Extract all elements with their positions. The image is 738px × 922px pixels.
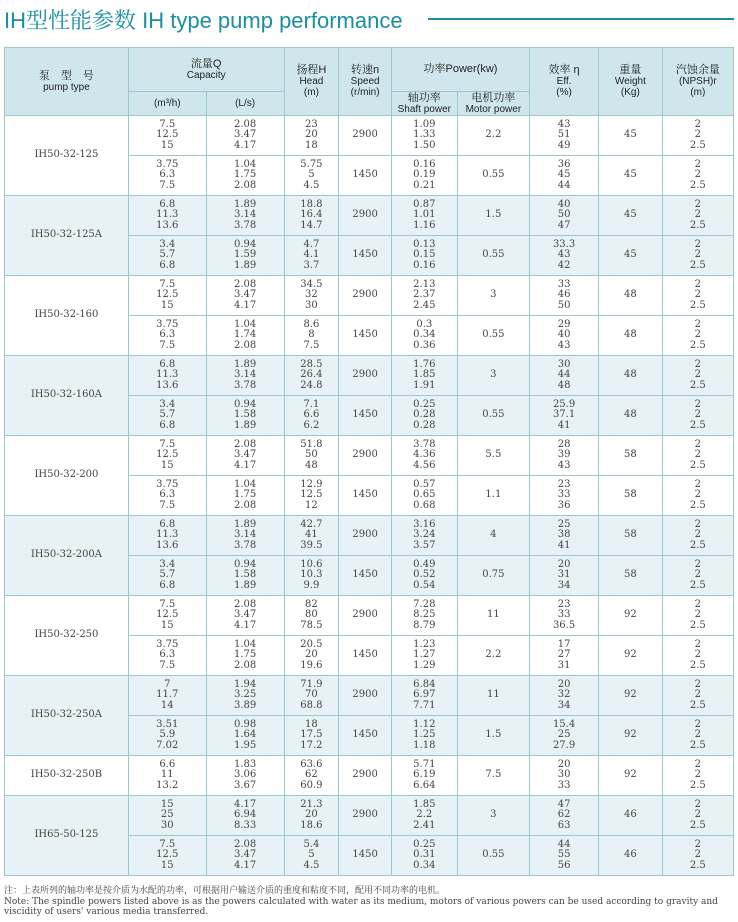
cell-head: 82 80 78.5 xyxy=(284,596,339,636)
weight-header: 重量 Weight (Kg) xyxy=(599,48,663,116)
performance-table xyxy=(4,47,734,876)
cell-q-m3h: 7.5 12.5 15 xyxy=(128,116,206,156)
cell-eff: 33.3 43 42 xyxy=(530,236,599,276)
table-row xyxy=(5,756,734,796)
cell-weight: 92 xyxy=(599,596,663,636)
cell-motor: 1.1 xyxy=(457,476,529,516)
cell-q-ls: 1.04 1.75 2.08 xyxy=(206,476,284,516)
cell-q-m3h: 3.75 6.3 7.5 xyxy=(128,636,206,676)
cell-q-m3h: 7.5 12.5 15 xyxy=(128,836,206,876)
cell-q-m3h: 6.8 11.3 13.6 xyxy=(128,356,206,396)
cell-speed: 1450 xyxy=(339,636,392,676)
cell-head: 12.9 12.5 12 xyxy=(284,476,339,516)
shaft-power-header: 轴功率 Shaft power xyxy=(391,92,457,116)
head-header: 扬程H Head (m) xyxy=(284,48,339,116)
table-row xyxy=(5,676,734,716)
cell-speed: 1450 xyxy=(339,236,392,276)
cell-shaft: 3.78 4.36 4.56 xyxy=(391,436,457,476)
performance-table-body xyxy=(5,116,734,876)
cell-q-ls: 0.94 1.59 1.89 xyxy=(206,236,284,276)
cell-motor: 3 xyxy=(457,276,529,316)
cell-shaft: 5.71 6.19 6.64 xyxy=(391,756,457,796)
page-title: IH型性能参数 IH type pump performance xyxy=(4,8,403,33)
cell-npsh: 2 2 2.5 xyxy=(662,476,733,516)
cell-weight: 58 xyxy=(599,516,663,556)
cell-weight: 45 xyxy=(599,196,663,236)
cell-head: 21.3 20 18.6 xyxy=(284,796,339,836)
cell-q-ls: 2.08 3.47 4.17 xyxy=(206,276,284,316)
cell-weight: 46 xyxy=(599,796,663,836)
cell-npsh: 2 2 2.5 xyxy=(662,196,733,236)
table-row xyxy=(5,116,734,156)
cell-weight: 48 xyxy=(599,316,663,356)
footnote-en: Note: The spindle powers listed above is as the powers calculated with water as its medium, motors of various powers can be used according to gravity and viscidity of users' various media transferred. xyxy=(4,896,718,917)
cell-speed: 1450 xyxy=(339,476,392,516)
cell-q-ls: 2.08 3.47 4.17 xyxy=(206,436,284,476)
cell-q-m3h: 3.75 6.3 7.5 xyxy=(128,476,206,516)
cell-q-ls: 1.89 3.14 3.78 xyxy=(206,516,284,556)
cell-speed: 1450 xyxy=(339,556,392,596)
cell-eff: 15.4 25 27.9 xyxy=(530,716,599,756)
cell-weight: 58 xyxy=(599,476,663,516)
cell-q-m3h: 15 25 30 xyxy=(128,796,206,836)
cell-npsh: 2 2 2.5 xyxy=(662,756,733,796)
cell-weight: 48 xyxy=(599,396,663,436)
footnote-cn: 注：上表所列的轴功率是按介质为水配的功率，可根据用户输送介质的重度和粘度不同，配用不同功率的电机。 xyxy=(4,886,446,896)
model-name: IH50-32-250A xyxy=(5,676,129,756)
cell-q-m3h: 3.4 5.7 6.8 xyxy=(128,396,206,436)
cell-speed: 2900 xyxy=(339,676,392,716)
cell-weight: 58 xyxy=(599,556,663,596)
cell-eff: 36 45 44 xyxy=(530,156,599,196)
cell-motor: 1.5 xyxy=(457,716,529,756)
cell-npsh: 2 2 2.5 xyxy=(662,676,733,716)
cell-q-ls: 2.08 3.47 4.17 xyxy=(206,116,284,156)
cell-q-ls: 2.08 3.47 4.17 xyxy=(206,836,284,876)
cell-npsh: 2 2 2.5 xyxy=(662,836,733,876)
cell-npsh: 2 2 2.5 xyxy=(662,116,733,156)
cell-shaft: 0.49 0.52 0.54 xyxy=(391,556,457,596)
cell-q-m3h: 7.5 12.5 15 xyxy=(128,276,206,316)
cell-motor: 4 xyxy=(457,516,529,556)
cell-head: 23 20 18 xyxy=(284,116,339,156)
cell-q-ls: 1.83 3.06 3.67 xyxy=(206,756,284,796)
cell-eff: 23 33 36 xyxy=(530,476,599,516)
cell-npsh: 2 2 2.5 xyxy=(662,556,733,596)
capacity-unit-ls: (L/s) xyxy=(206,92,284,116)
cell-q-ls: 1.94 3.25 3.89 xyxy=(206,676,284,716)
table-row xyxy=(5,276,734,316)
capacity-header: 流量Q Capacity xyxy=(128,48,284,92)
cell-eff: 29 40 43 xyxy=(530,316,599,356)
model-name: IH50-32-250 xyxy=(5,596,129,676)
cell-shaft: 0.57 0.65 0.68 xyxy=(391,476,457,516)
model-name: IH50-32-160 xyxy=(5,276,129,356)
cell-q-m3h: 7 11.7 14 xyxy=(128,676,206,716)
cell-q-ls: 0.94 1.58 1.89 xyxy=(206,396,284,436)
cell-head: 18.8 16.4 14.7 xyxy=(284,196,339,236)
cell-shaft: 7.28 8.25 8.79 xyxy=(391,596,457,636)
cell-motor: 11 xyxy=(457,596,529,636)
cell-head: 28.5 26.4 24.8 xyxy=(284,356,339,396)
cell-weight: 45 xyxy=(599,116,663,156)
cell-shaft: 2.13 2.37 2.45 xyxy=(391,276,457,316)
cell-head: 10.6 10.3 9.9 xyxy=(284,556,339,596)
model-header: 泵 型 号 pump type xyxy=(5,48,129,116)
cell-shaft: 0.3 0.34 0.36 xyxy=(391,316,457,356)
motor-power-header: 电机功率 Motor power xyxy=(457,92,529,116)
title-rule xyxy=(428,18,734,20)
cell-head: 34.5 32 30 xyxy=(284,276,339,316)
cell-motor: 0.55 xyxy=(457,236,529,276)
table-row xyxy=(5,356,734,396)
cell-q-ls: 1.04 1.75 2.08 xyxy=(206,156,284,196)
cell-eff: 40 50 47 xyxy=(530,196,599,236)
cell-eff: 43 51 49 xyxy=(530,116,599,156)
cell-speed: 2900 xyxy=(339,796,392,836)
cell-motor: 0.75 xyxy=(457,556,529,596)
footnote xyxy=(4,886,736,918)
cell-eff: 25 38 41 xyxy=(530,516,599,556)
cell-head: 5.75 5 4.5 xyxy=(284,156,339,196)
cell-shaft: 0.25 0.31 0.34 xyxy=(391,836,457,876)
cell-shaft: 0.16 0.19 0.21 xyxy=(391,156,457,196)
cell-weight: 58 xyxy=(599,436,663,476)
eff-header: 效率 η Eff. (%) xyxy=(530,48,599,116)
cell-shaft: 1.23 1.27 1.29 xyxy=(391,636,457,676)
capacity-unit-m3h: (m³/h) xyxy=(128,92,206,116)
cell-motor: 0.55 xyxy=(457,156,529,196)
cell-head: 20.5 20 19.6 xyxy=(284,636,339,676)
cell-motor: 3 xyxy=(457,796,529,836)
cell-eff: 20 31 34 xyxy=(530,556,599,596)
cell-q-m3h: 3.4 5.7 6.8 xyxy=(128,236,206,276)
table-row xyxy=(5,796,734,836)
cell-weight: 48 xyxy=(599,356,663,396)
cell-speed: 2900 xyxy=(339,356,392,396)
cell-shaft: 6.84 6.97 7.71 xyxy=(391,676,457,716)
cell-motor: 2.2 xyxy=(457,636,529,676)
table-row xyxy=(5,516,734,556)
cell-head: 63.6 62 60.9 xyxy=(284,756,339,796)
cell-eff: 25.9 37.1 41 xyxy=(530,396,599,436)
model-name: IH65-50-125 xyxy=(5,796,129,876)
cell-q-ls: 1.89 3.14 3.78 xyxy=(206,356,284,396)
cell-motor: 2.2 xyxy=(457,116,529,156)
cell-eff: 28 39 43 xyxy=(530,436,599,476)
cell-npsh: 2 2 2.5 xyxy=(662,596,733,636)
cell-speed: 2900 xyxy=(339,756,392,796)
cell-npsh: 2 2 2.5 xyxy=(662,716,733,756)
cell-head: 51.8 50 48 xyxy=(284,436,339,476)
cell-q-ls: 2.08 3.47 4.17 xyxy=(206,596,284,636)
cell-q-m3h: 7.5 12.5 15 xyxy=(128,436,206,476)
cell-q-ls: 1.04 1.75 2.08 xyxy=(206,636,284,676)
cell-npsh: 2 2 2.5 xyxy=(662,236,733,276)
cell-q-ls: 1.89 3.14 3.78 xyxy=(206,196,284,236)
model-name: IH50-32-125A xyxy=(5,196,129,276)
cell-motor: 1.5 xyxy=(457,196,529,236)
cell-q-m3h: 6.8 11.3 13.6 xyxy=(128,516,206,556)
cell-weight: 45 xyxy=(599,236,663,276)
cell-shaft: 1.09 1.33 1.50 xyxy=(391,116,457,156)
power-header: 功率Power(kw) xyxy=(391,48,529,92)
table-row xyxy=(5,436,734,476)
cell-head: 8.6 8 7.5 xyxy=(284,316,339,356)
cell-speed: 1450 xyxy=(339,396,392,436)
cell-npsh: 2 2 2.5 xyxy=(662,516,733,556)
cell-npsh: 2 2 2.5 xyxy=(662,356,733,396)
cell-q-m3h: 7.5 12.5 15 xyxy=(128,596,206,636)
cell-q-ls: 0.98 1.64 1.95 xyxy=(206,716,284,756)
cell-q-m3h: 3.75 6.3 7.5 xyxy=(128,156,206,196)
cell-shaft: 1.12 1.25 1.18 xyxy=(391,716,457,756)
cell-npsh: 2 2 2.5 xyxy=(662,396,733,436)
cell-weight: 92 xyxy=(599,676,663,716)
cell-eff: 20 30 33 xyxy=(530,756,599,796)
cell-speed: 2900 xyxy=(339,116,392,156)
cell-weight: 92 xyxy=(599,756,663,796)
cell-npsh: 2 2 2.5 xyxy=(662,316,733,356)
cell-shaft: 1.76 1.85 1.91 xyxy=(391,356,457,396)
speed-header: 转速n Speed (r/min) xyxy=(339,48,392,116)
cell-shaft: 0.13 0.15 0.16 xyxy=(391,236,457,276)
cell-eff: 30 44 48 xyxy=(530,356,599,396)
cell-eff: 17 27 31 xyxy=(530,636,599,676)
cell-shaft: 0.25 0.28 0.28 xyxy=(391,396,457,436)
model-name: IH50-32-200 xyxy=(5,436,129,516)
cell-eff: 47 62 63 xyxy=(530,796,599,836)
cell-npsh: 2 2 2.5 xyxy=(662,796,733,836)
table-row xyxy=(5,196,734,236)
cell-head: 5.4 5 4.5 xyxy=(284,836,339,876)
cell-head: 71.9 70 68.8 xyxy=(284,676,339,716)
cell-q-m3h: 6.8 11.3 13.6 xyxy=(128,196,206,236)
cell-motor: 0.55 xyxy=(457,396,529,436)
cell-speed: 1450 xyxy=(339,836,392,876)
model-name: IH50-32-200A xyxy=(5,516,129,596)
cell-motor: 0.55 xyxy=(457,836,529,876)
cell-motor: 7.5 xyxy=(457,756,529,796)
cell-speed: 2900 xyxy=(339,596,392,636)
cell-speed: 1450 xyxy=(339,156,392,196)
cell-shaft: 0.87 1.01 1.16 xyxy=(391,196,457,236)
model-name: IH50-32-125 xyxy=(5,116,129,196)
cell-q-m3h: 3.51 5.9 7.02 xyxy=(128,716,206,756)
cell-q-ls: 0.94 1.58 1.89 xyxy=(206,556,284,596)
cell-speed: 2900 xyxy=(339,276,392,316)
cell-speed: 1450 xyxy=(339,716,392,756)
model-name: IH50-32-250B xyxy=(5,756,129,796)
cell-head: 42.7 41 39.5 xyxy=(284,516,339,556)
cell-head: 7.1 6.6 6.2 xyxy=(284,396,339,436)
cell-head: 18 17.5 17.2 xyxy=(284,716,339,756)
table-row xyxy=(5,596,734,636)
cell-shaft: 3.16 3.24 3.57 xyxy=(391,516,457,556)
cell-q-m3h: 6.6 11 13.2 xyxy=(128,756,206,796)
cell-speed: 2900 xyxy=(339,436,392,476)
cell-weight: 48 xyxy=(599,276,663,316)
cell-speed: 2900 xyxy=(339,516,392,556)
cell-npsh: 2 2 2.5 xyxy=(662,636,733,676)
cell-npsh: 2 2 2.5 xyxy=(662,436,733,476)
cell-eff: 33 46 50 xyxy=(530,276,599,316)
cell-q-ls: 1.04 1.74 2.08 xyxy=(206,316,284,356)
cell-eff: 44 55 56 xyxy=(530,836,599,876)
cell-motor: 5.5 xyxy=(457,436,529,476)
cell-q-m3h: 3.75 6.3 7.5 xyxy=(128,316,206,356)
cell-eff: 20 32 34 xyxy=(530,676,599,716)
cell-speed: 2900 xyxy=(339,196,392,236)
model-name: IH50-32-160A xyxy=(5,356,129,436)
cell-npsh: 2 2 2.5 xyxy=(662,276,733,316)
cell-q-m3h: 3.4 5.7 6.8 xyxy=(128,556,206,596)
cell-shaft: 1.85 2.2 2.41 xyxy=(391,796,457,836)
cell-speed: 1450 xyxy=(339,316,392,356)
cell-motor: 3 xyxy=(457,356,529,396)
cell-motor: 11 xyxy=(457,676,529,716)
cell-motor: 0.55 xyxy=(457,316,529,356)
cell-q-ls: 4.17 6.94 8.33 xyxy=(206,796,284,836)
cell-npsh: 2 2 2.5 xyxy=(662,156,733,196)
cell-weight: 92 xyxy=(599,716,663,756)
cell-eff: 23 33 36.5 xyxy=(530,596,599,636)
cell-weight: 92 xyxy=(599,636,663,676)
npsh-header: 汽蚀余量 (NPSH)r (m) xyxy=(662,48,733,116)
cell-head: 4.7 4.1 3.7 xyxy=(284,236,339,276)
cell-weight: 46 xyxy=(599,836,663,876)
cell-weight: 45 xyxy=(599,156,663,196)
